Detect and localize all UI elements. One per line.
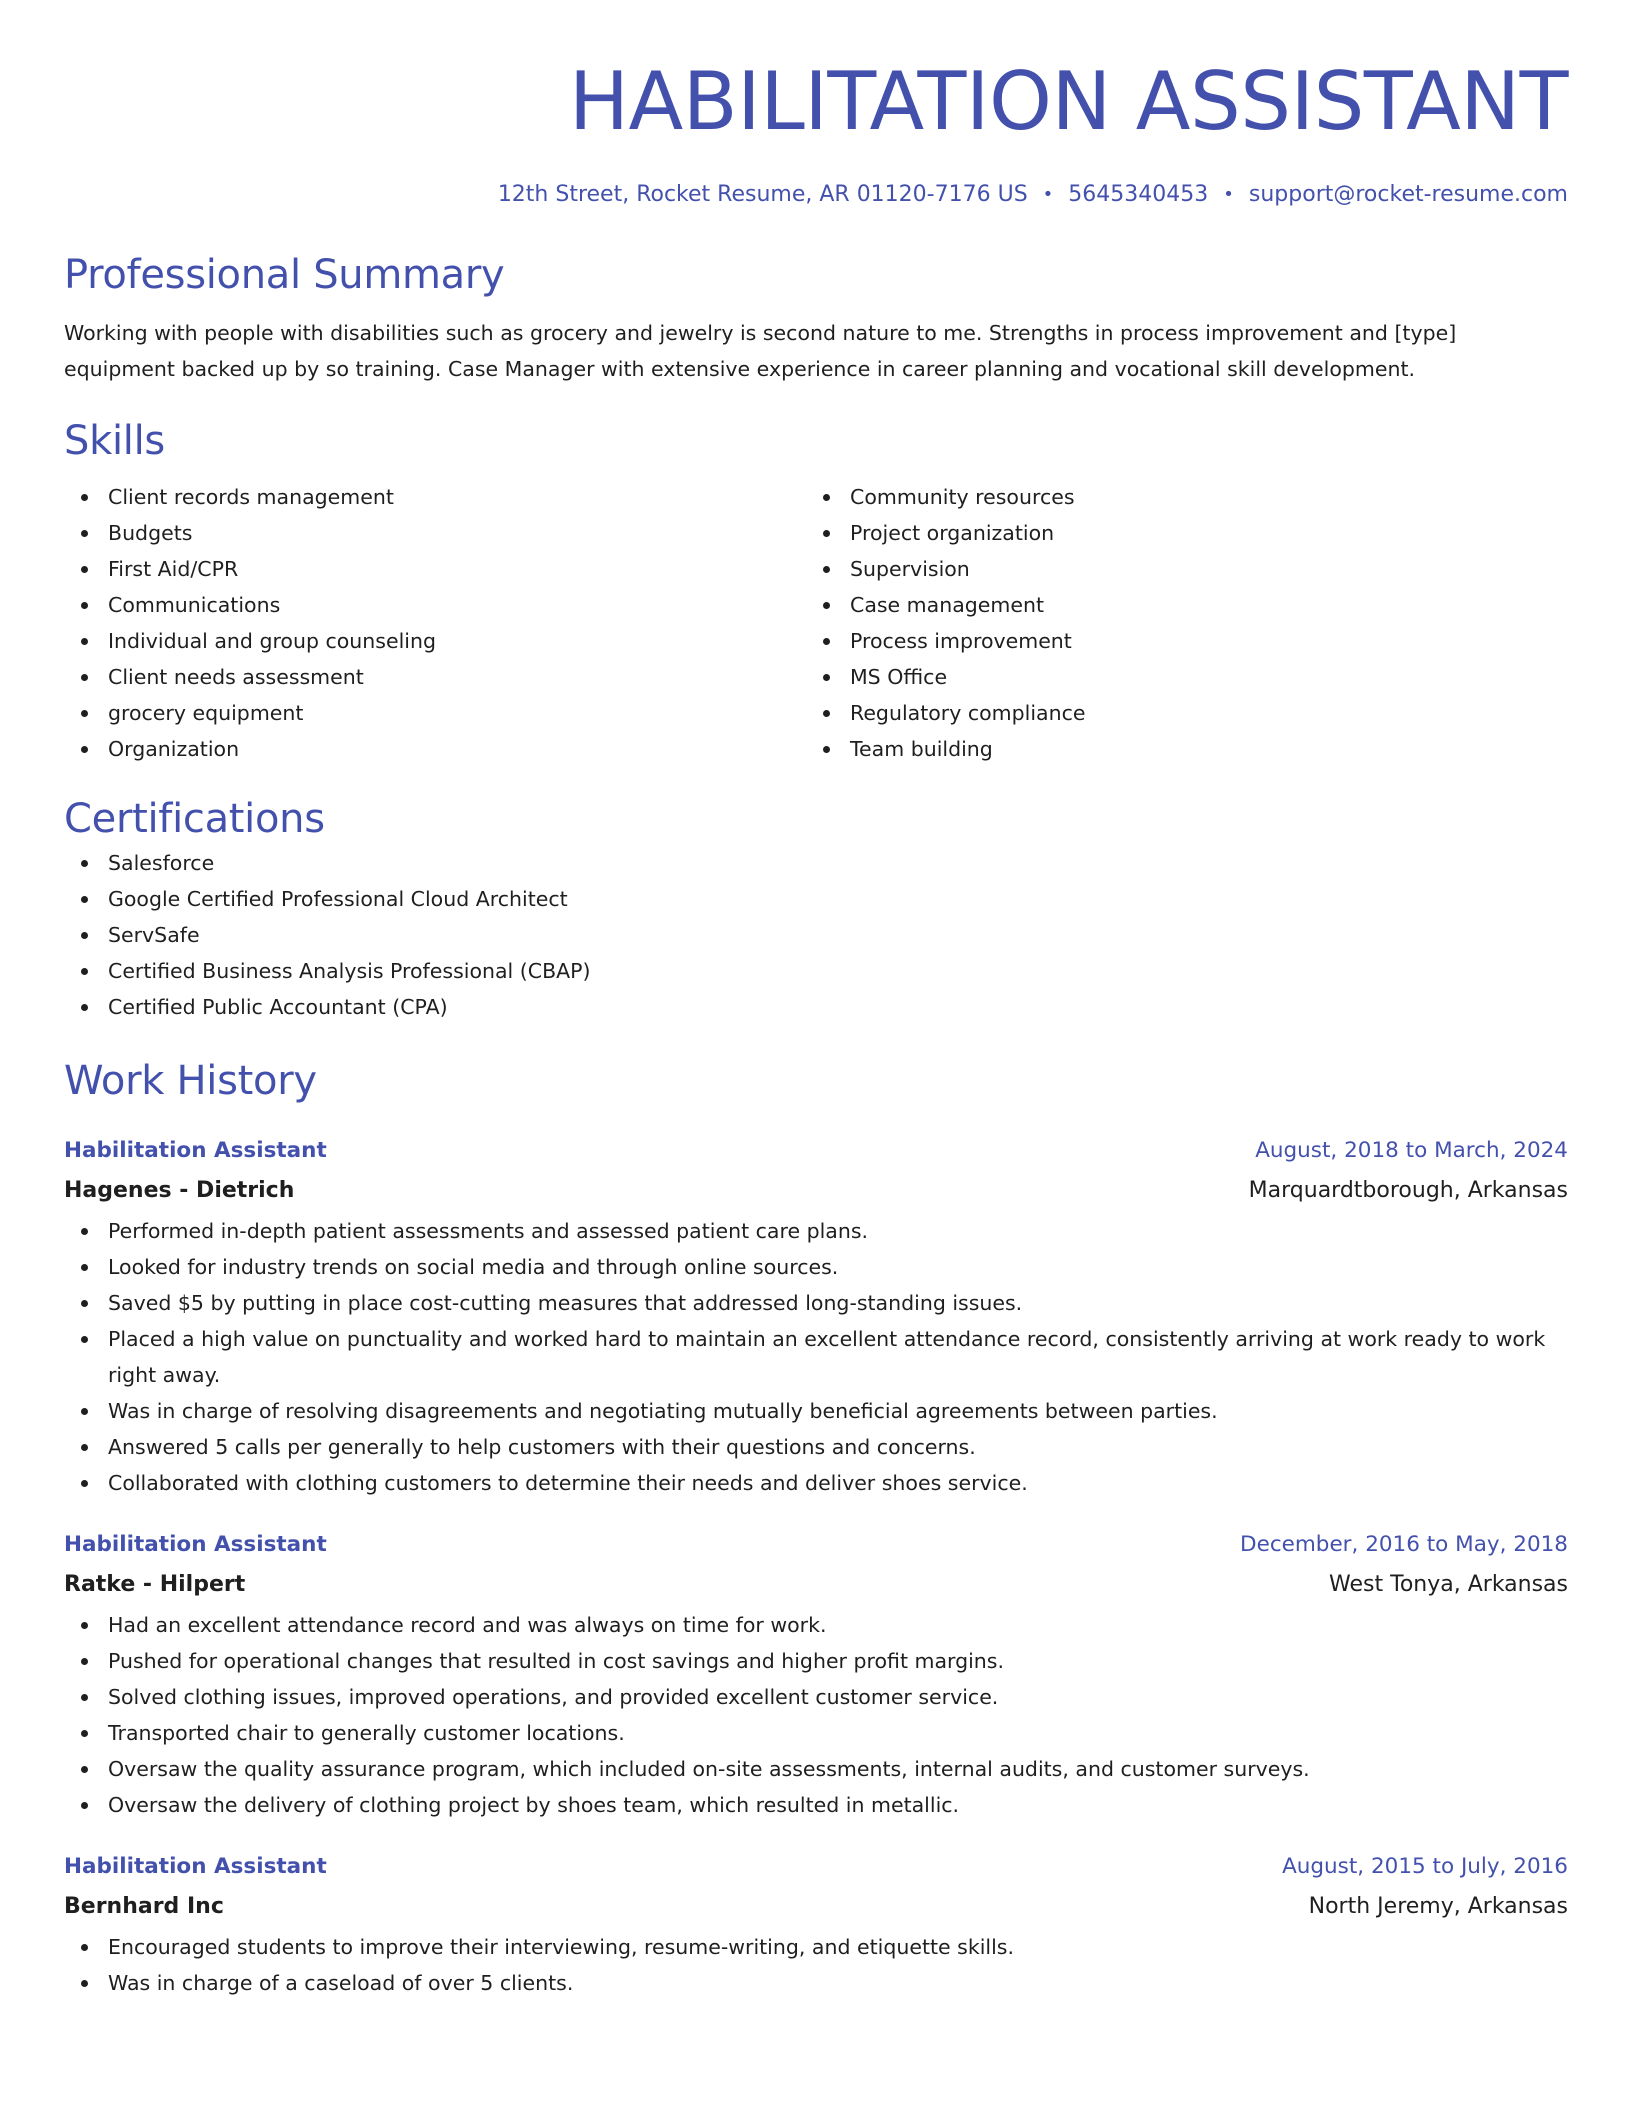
skills-list-right [806, 479, 1548, 767]
summary-heading: Professional Summary [64, 252, 505, 298]
job-duty: Was in charge of resolving disagreements and negotiating mutually beneficial agreements between parties. [64, 1393, 1568, 1429]
contact-separator: • [1042, 184, 1054, 205]
skill-item: grocery equipment [64, 695, 806, 731]
skill-item: MS Office [806, 659, 1548, 695]
job-location: Marquardtborough, Arkansas [1248, 1178, 1568, 1203]
job-duty: Transported chair to generally customer locations. [64, 1715, 1568, 1751]
job-duty: Answered 5 calls per generally to help customers with their questions and concerns. [64, 1429, 1568, 1465]
job-duty: Pushed for operational changes that resulted in cost savings and higher profit margins. [64, 1643, 1568, 1679]
skill-item: Budgets [64, 515, 806, 551]
skill-item: First Aid/CPR [64, 551, 806, 587]
skill-item: Team building [806, 731, 1548, 767]
skill-item: Client needs assessment [64, 659, 806, 695]
job-duties-list [64, 1607, 1568, 1823]
skill-item: Community resources [806, 479, 1548, 515]
resume-page [64, 0, 1568, 2001]
contact-address: 12th Street, Rocket Resume, AR 01120-7176 US [497, 182, 1028, 207]
skill-item: Regulatory compliance [806, 695, 1548, 731]
skill-item: Case management [806, 587, 1548, 623]
skill-item: Project organization [806, 515, 1548, 551]
certification-item: Certified Business Analysis Professional (CBAP) [64, 953, 1568, 989]
skill-item: Process improvement [806, 623, 1548, 659]
job-duty: Saved $5 by putting in place cost-cutting measures that addressed long-standing issues. [64, 1285, 1568, 1321]
job-location: North Jeremy, Arkansas [1308, 1894, 1568, 1919]
job-duty: Oversaw the delivery of clothing project by shoes team, which resulted in metallic. [64, 1787, 1568, 1823]
contact-separator: • [1223, 184, 1234, 205]
contact-line [64, 180, 1568, 211]
job-header [64, 1849, 1568, 1885]
certification-item: Salesforce [64, 845, 1568, 881]
summary-text: Working with people with disabilities such as grocery and jewelry is second nature to me. Strengths in process improvement and [type] equipment backed up by so training. Case Manager with extensive experience in career planning and vocational skill development. [64, 321, 1457, 381]
job-title: Habilitation Assistant [64, 1138, 327, 1163]
job-location: West Tonya, Arkansas [1329, 1572, 1568, 1597]
job-subheader [64, 1885, 1568, 1929]
job-dates: August, 2018 to March, 2024 [1255, 1138, 1568, 1163]
job-duties-list [64, 1929, 1568, 2001]
job-company: Hagenes - Dietrich [64, 1178, 295, 1203]
skills-list-left [64, 479, 806, 767]
certifications-heading: Certifications [64, 796, 325, 842]
job-subheader [64, 1563, 1568, 1607]
skills-heading: Skills [64, 418, 165, 464]
certification-item: Certified Public Accountant (CPA) [64, 989, 1568, 1025]
job-title: Habilitation Assistant [64, 1854, 327, 1879]
job-duty: Placed a high value on punctuality and worked hard to maintain an excellent attendance record, consistently arriving at work ready to work right away. [64, 1321, 1568, 1393]
resume-name: HABILITATION ASSISTANT [568, 55, 1568, 148]
job-entry [64, 1849, 1568, 2001]
job-subheader [64, 1169, 1568, 1213]
skill-item: Communications [64, 587, 806, 623]
job-duty: Was in charge of a caseload of over 5 clients. [64, 1965, 1568, 2001]
skill-item: Organization [64, 731, 806, 767]
work-history-heading: Work History [64, 1058, 317, 1104]
job-duties-list [64, 1213, 1568, 1501]
job-duty: Collaborated with clothing customers to determine their needs and deliver shoes service. [64, 1465, 1568, 1501]
skill-item: Client records management [64, 479, 806, 515]
job-duty: Oversaw the quality assurance program, which included on-site assessments, internal audits, and customer surveys. [64, 1751, 1568, 1787]
contact-email: support@rocket-resume.com [1248, 182, 1568, 207]
job-entry [64, 1527, 1568, 1823]
skill-item: Individual and group counseling [64, 623, 806, 659]
job-header [64, 1133, 1568, 1169]
certification-item: Google Certified Professional Cloud Architect [64, 881, 1568, 917]
job-entry [64, 1133, 1568, 1501]
certification-item: ServSafe [64, 917, 1568, 953]
skill-item: Supervision [806, 551, 1548, 587]
job-duty: Solved clothing issues, improved operations, and provided excellent customer service. [64, 1679, 1568, 1715]
job-dates: December, 2016 to May, 2018 [1240, 1532, 1568, 1557]
job-dates: August, 2015 to July, 2016 [1282, 1854, 1568, 1879]
job-company: Ratke - Hilpert [64, 1572, 246, 1597]
certifications-list [64, 845, 1568, 1025]
job-title: Habilitation Assistant [64, 1532, 327, 1557]
skills-grid [64, 479, 1568, 767]
job-duty: Encouraged students to improve their interviewing, resume-writing, and etiquette skills. [64, 1929, 1568, 1965]
job-duty: Looked for industry trends on social media and through online sources. [64, 1249, 1568, 1285]
contact-phone: 5645340453 [1068, 182, 1209, 207]
job-header [64, 1527, 1568, 1563]
job-duty: Had an excellent attendance record and was always on time for work. [64, 1607, 1568, 1643]
job-duty: Performed in-depth patient assessments and assessed patient care plans. [64, 1213, 1568, 1249]
job-company: Bernhard Inc [64, 1894, 224, 1919]
